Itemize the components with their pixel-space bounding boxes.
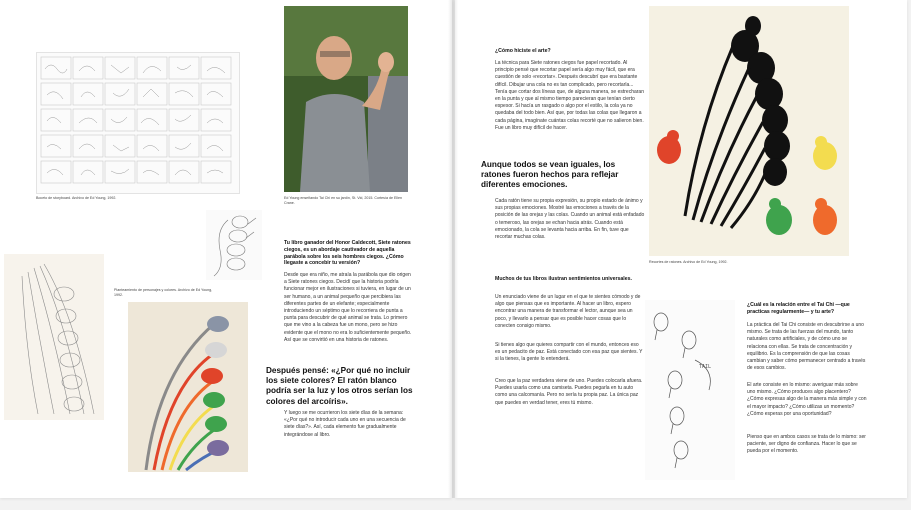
characters-caption: Planteamiento de personajes y colores. Archivo de Ed Young, 1992. bbox=[114, 288, 213, 297]
colored-mice-sketch bbox=[128, 302, 248, 472]
pull-quote-1: Después pensé: «¿Por qué no incluir los siete colores? El ratón blanco podría ser la luz y los otros serían los colores del arcoíris». bbox=[266, 366, 413, 406]
pull-quote-2: Aunque todos se vean iguales, los ratones fueron hechos para reflejar diferentes emociones. bbox=[481, 160, 619, 190]
storyboard-caption: Boceto de storyboard. Archivo de Ed Young, 1992. bbox=[36, 196, 117, 200]
right-page bbox=[455, 0, 907, 498]
paragraph-1: Desde que era niño, me atraía la parábola que dio origen a Siete ratones ciegos. Decidí que la historia podría funcionar mejor en ilustraciones si tuviera, en lugar de un ser humano, a un animal pequeño que percibiera las diferentes partes de un elefante; especialmente introduciendo un séptimo que lo recorriera de punta a punta para descubrir de qué animal se trata. Lo primero que me vino a la cabeza fue un mono, pero se hizo evidente que el mono no era lo suficientemente pequeño. Así que se convirtió en una historia de ratones. bbox=[284, 272, 412, 343]
paragraph-8: La práctica del Tai Chi consiste en descubrirse a uno mismo. Se trata de las fuerzas del mundo, tanto naturales como artificiales, y de cómo uno se relaciona con ellas. Se trata de concentración y equilibrio. Es la comprensión de que las cosas cambian y saber cómo permanecer centrado a través de esos cambios. bbox=[747, 322, 866, 372]
mice-tail-sketch bbox=[645, 300, 735, 480]
ed-young-photo bbox=[284, 6, 408, 192]
book-gutter bbox=[448, 0, 458, 498]
photo-caption: Ed Young enseñando Tai Chi en su jardín, St. Vid, 2015. Cortesía de Ellen Crane. bbox=[284, 196, 402, 205]
paragraph-5: Un enunciado viene de un lugar en el que te sientes cómodo y de algo que piensas que es importante. Al hacer un libro, espero encontrar una manera de transformar el lector, aunque sea un poco, y llevarlo a pensar que es posible hacer cosas que lo conecten consigo mismo. bbox=[495, 294, 641, 329]
question-3: Muchos de tus libros ilustran sentimientos universales. bbox=[495, 276, 632, 282]
character-planning-sketch bbox=[4, 254, 104, 420]
paragraph-7: Creo que la paz verdadera viene de uno. Puedes colocarla afuera. Puedes usarla como una camiseta. Puedes pegarla en tu auto como una calcomanía. Pero no sería tu propia paz. La única paz que puedes en verdad tener, eres tú mismo. bbox=[495, 378, 643, 406]
sketch-label-tail: TAIL bbox=[699, 364, 712, 370]
question-2: ¿Cómo hiciste el arte? bbox=[495, 48, 551, 54]
mice-tower-sketch bbox=[206, 210, 262, 280]
paragraph-3: La técnica para Siete ratones ciegos fue papel recortado. Al principio pensé que recortar papel sería algo muy fácil, que era cuestión de solo «recortar». Después descubrí que era bastante difícil. Dibujar una cola no es tan complicado, pero recortarla... Tenía que cortar dos líneas que, de alguna manera, se estrecharan en la punta y que al mismo tiempo parecieran que tenían cierto espesor. Si hacía un rasgado o algo por el estilo, la cola ya no quedaba del todo bien. Así que, por todas las colas que llegaron a cada página, imagínate cuántas colas recorté que no salieron bien. Fue un libro muy difícil de hacer. bbox=[495, 60, 644, 131]
paragraph-9: El arte consiste en lo mismo: averiguar más sobre uno mismo. ¿Cómo produces algo placentero? ¿Cómo expresas algo de la manera más simple y con el mayor impacto? ¿Cómo utilizas un momento? ¿Cómo esperas por una oportunidad? bbox=[747, 382, 867, 417]
storyboard-image bbox=[36, 52, 240, 194]
question-1: Tu libro ganador del Honor Caldecott, Siete ratones ciegos, es un abordaje cautivador de aquella parábola sobre los seis hombres ciegos. ¿Cómo llegaste a concebir tu versión? bbox=[284, 240, 411, 267]
paragraph-2: Y luego se me ocurrieron los siete días de la semana: «¿Por qué no introducir cada uno en una secuencia de siete días?». Así, cada elemento fue gradualmente integrándose al libro. bbox=[284, 410, 406, 438]
paragraph-10: Pienso que en ambos casos se trata de lo mismo: ser paciente, ser digno de confianza. Hacer lo que se pueda por el momento. bbox=[747, 434, 866, 455]
left-page bbox=[0, 0, 452, 498]
cutout-mice-artwork bbox=[649, 6, 849, 256]
question-4: ¿Cuál es la relación entre el Tai Chi —que practicas regularmente— y tu arte? bbox=[747, 302, 850, 315]
paragraph-4: Cada ratón tiene su propia expresión, su propio estado de ánimo y sus propias emociones. Mostré las emociones a través de la posición de las orejas y las colas. Cuando un animal está enfadado o temeroso, las orejas se echan hacia atrás. Cuando está emocionado, la cola se levanta hacia arriba. En fin, tuve que recortar muchas colas. bbox=[495, 198, 645, 241]
paragraph-6: Si tienes algo que quieres compartir con el mundo, entonces eso es un pedacito de paz. Está conectado con esa paz que sientes. Y si la tienes, la gente lo entenderá. bbox=[495, 342, 643, 363]
cutout-caption: Recortes de ratones. Archivo de Ed Young, 1992. bbox=[649, 260, 728, 264]
